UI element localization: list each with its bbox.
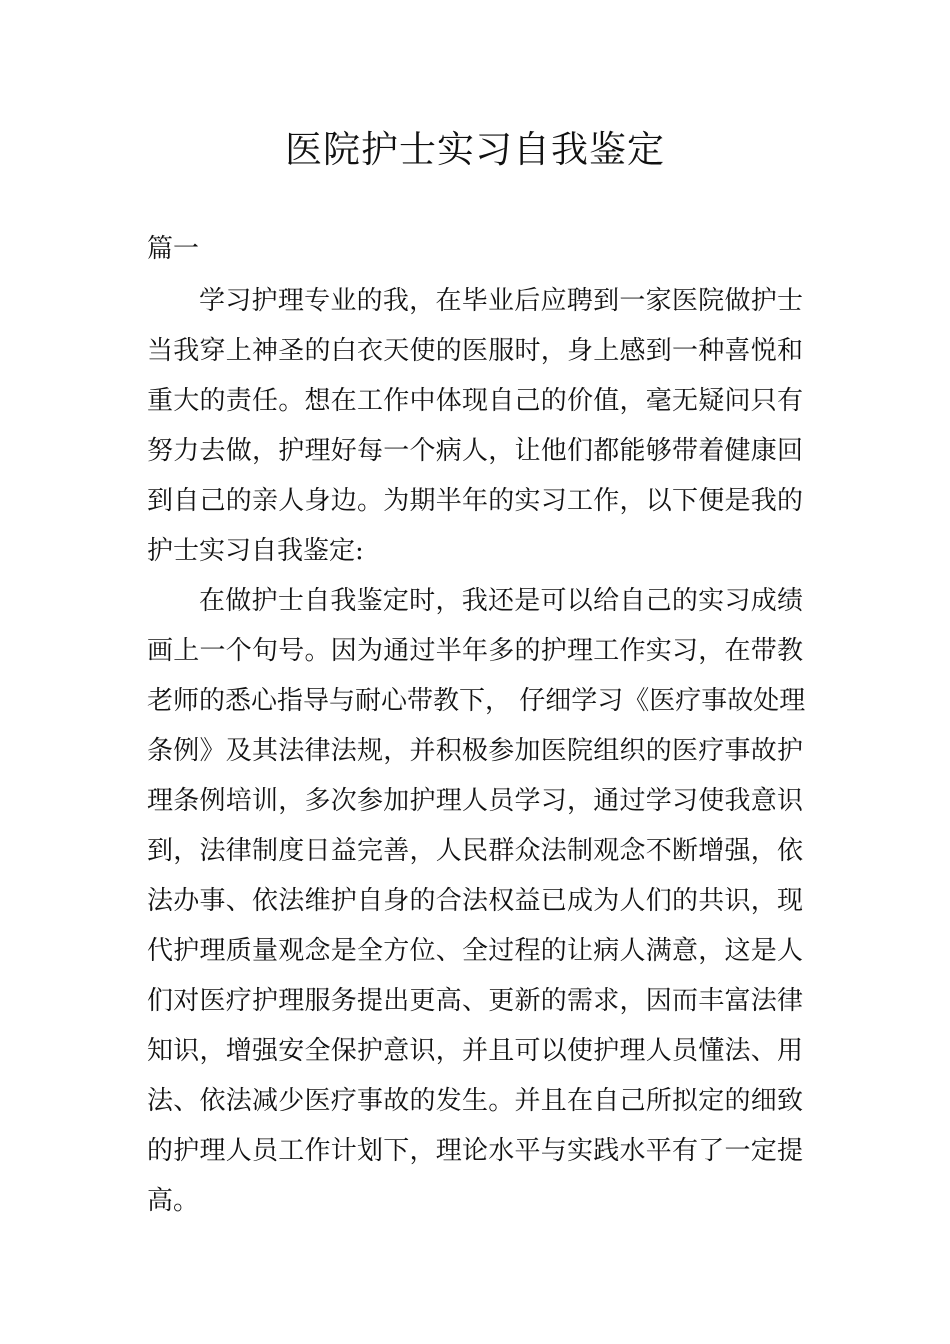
paragraph-2-line: 高。: [147, 1186, 200, 1216]
paragraph-1-line: 努力去做，护理好每一个病人，让他们都能够带着健康回: [147, 436, 803, 466]
paragraph-2-line: 老师的悉心指导与耐心带教下， 仔细学习《医疗事故处理: [147, 686, 806, 716]
paragraph-2-line: 代护理质量观念是全方位、全过程的让病人满意，这是人: [147, 936, 803, 966]
paragraph-2-line: 知识，增强安全保护意识，并且可以使护理人员懂法、用: [147, 1036, 803, 1066]
paragraph-1-line: 护士实习自我鉴定:: [147, 536, 364, 566]
document-title: 医院护士实习自我鉴定: [285, 128, 665, 171]
section-label: 篇一: [147, 234, 200, 264]
paragraph-2-line: 条例》及其法律法规，并积极参加医院组织的医疗事故护: [147, 736, 803, 766]
paragraph-2-line: 到，法律制度日益完善，人民群众法制观念不断增强，依: [147, 836, 803, 866]
paragraph-1-line: 到自己的亲人身边。为期半年的实习工作，以下便是我的: [147, 486, 803, 516]
paragraph-2-line: 的护理人员工作计划下，理论水平与实践水平有了一定提: [147, 1136, 803, 1166]
paragraph-2-line: 画上一个句号。因为通过半年多的护理工作实习，在带教: [147, 636, 803, 666]
paragraph-2-line: 们对医疗护理服务提出更高、更新的需求，因而丰富法律: [147, 986, 803, 1016]
paragraph-1-line: 学习护理专业的我，在毕业后应聘到一家医院做护士: [199, 286, 803, 316]
paragraph-1-line: 当我穿上神圣的白衣天使的医服时，身上感到一种喜悦和: [147, 336, 803, 366]
paragraph-2-line: 理条例培训，多次参加护理人员学习，通过学习使我意识: [147, 786, 803, 816]
paragraph-2-line: 法办事、依法维护自身的合法权益已成为人们的共识，现: [147, 886, 803, 916]
paragraph-2-line: 在做护士自我鉴定时，我还是可以给自己的实习成绩: [199, 586, 803, 616]
paragraph-2-line: 法、依法减少医疗事故的发生。并且在自己所拟定的细致: [147, 1086, 803, 1116]
paragraph-1-line: 重大的责任。想在工作中体现自己的价值，毫无疑问只有: [147, 386, 803, 416]
